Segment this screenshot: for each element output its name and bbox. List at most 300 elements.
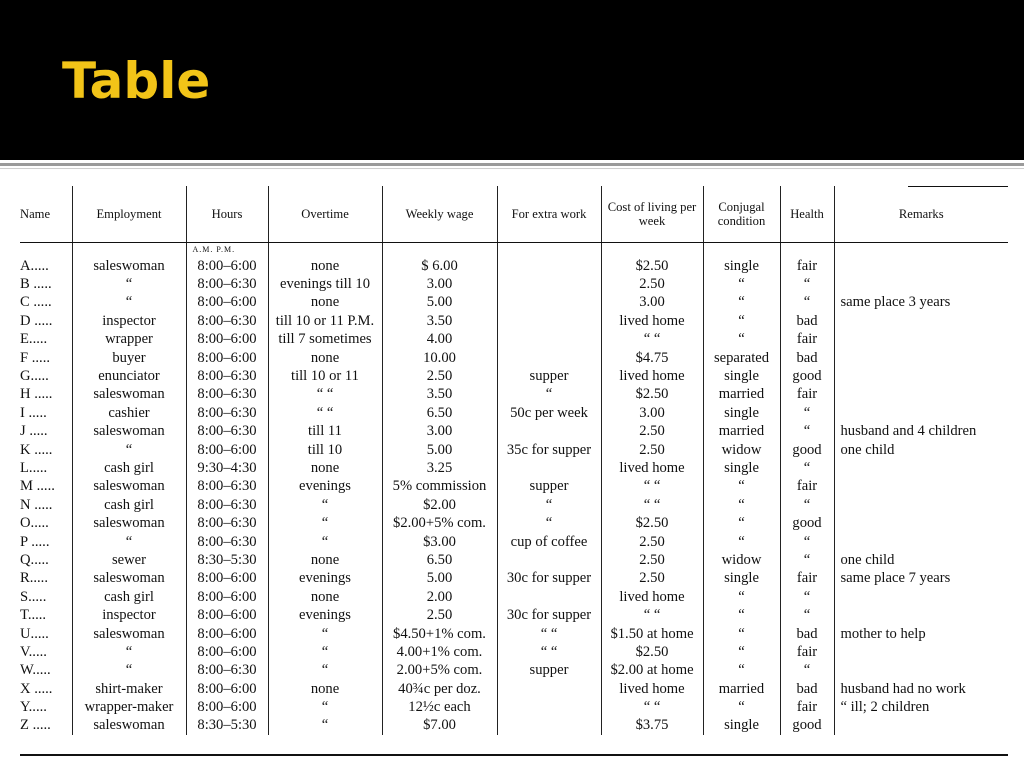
header-hours: Hours — [186, 186, 268, 243]
cell-weekly-wage: $4.50+1% com. — [382, 625, 497, 643]
cell-health: bad — [780, 349, 834, 367]
cell-hours: 8:00–6:30 — [186, 662, 268, 680]
cell-cost-of-living: lived home — [601, 459, 703, 477]
cell-weekly-wage: 12½c each — [382, 698, 497, 716]
cell-remarks — [834, 606, 1008, 624]
table-row — [20, 275, 1008, 293]
cell-health: bad — [780, 680, 834, 698]
table-row — [20, 680, 1008, 698]
cell-extra-work — [497, 588, 601, 606]
cell-extra-work: 50c per week — [497, 404, 601, 422]
cell-weekly-wage: 2.00 — [382, 588, 497, 606]
cell-remarks: one child — [840, 441, 895, 458]
cell-cost-of-living: 2.50 — [601, 533, 703, 551]
cell-overtime: none — [268, 294, 382, 312]
cell-employment: “ — [72, 441, 186, 459]
cell-employment: shirt-maker — [72, 680, 186, 698]
cell-cost-of-living: “ “ — [601, 698, 703, 716]
cell-extra-work — [497, 551, 601, 569]
table-row — [20, 533, 1008, 551]
cell-name: L..... — [20, 459, 72, 477]
table-row — [20, 717, 1008, 735]
cell-name: A..... — [20, 257, 72, 275]
header-overtime: Overtime — [268, 186, 382, 243]
cell-weekly-wage: 4.00+1% com. — [382, 643, 497, 661]
cell-overtime: till 10 — [268, 441, 382, 459]
cell-conjugal: “ — [703, 606, 780, 624]
cell-extra-work: “ — [497, 496, 601, 514]
cell-weekly-wage: 2.00+5% com. — [382, 662, 497, 680]
cell-health: “ — [780, 496, 834, 514]
cell-remarks — [834, 257, 1008, 275]
cell-weekly-wage: 5% commission — [382, 478, 497, 496]
cell-employment: sewer — [72, 551, 186, 569]
cell-conjugal: “ — [703, 533, 780, 551]
cell-conjugal: “ — [703, 294, 780, 312]
cell-weekly-wage: 10.00 — [382, 349, 497, 367]
cell-employment: cash girl — [72, 459, 186, 477]
cell-employment: saleswoman — [72, 478, 186, 496]
cell-remarks: same place 7 years — [840, 570, 951, 587]
cell-cost-of-living: $1.50 at home — [601, 625, 703, 643]
table-row — [20, 294, 1008, 312]
cell-remarks — [834, 478, 1008, 496]
cell-name: G..... — [20, 367, 72, 385]
cell-cost-of-living: 3.00 — [601, 294, 703, 312]
table-row — [20, 551, 1008, 569]
divider — [0, 168, 1024, 169]
cell-employment: “ — [72, 533, 186, 551]
cell-hours: 8:00–6:30 — [186, 404, 268, 422]
cell-employment: enunciator — [72, 367, 186, 385]
cell-employment: wrapper — [72, 331, 186, 349]
cell-conjugal: single — [703, 459, 780, 477]
cell-name: M ..... — [20, 478, 72, 496]
cell-employment: saleswoman — [72, 514, 186, 532]
table-row — [20, 331, 1008, 349]
cell-extra-work — [497, 698, 601, 716]
cell-health: fair — [780, 331, 834, 349]
table-row — [20, 349, 1008, 367]
cell-remarks — [834, 404, 1008, 422]
cell-extra-work: “ “ — [497, 643, 601, 661]
cell-conjugal: “ — [703, 625, 780, 643]
cell-extra-work: 35c for supper — [497, 441, 601, 459]
cell-conjugal: “ — [703, 514, 780, 532]
cell-cost-of-living: 2.50 — [601, 275, 703, 293]
cell-employment: “ — [72, 662, 186, 680]
divider — [0, 163, 1024, 166]
cell-name: X ..... — [20, 680, 72, 698]
cell-weekly-wage: 3.50 — [382, 312, 497, 330]
cell-remarks: husband and 4 children — [840, 423, 977, 440]
cell-weekly-wage: 3.50 — [382, 386, 497, 404]
cell-cost-of-living: 2.50 — [601, 551, 703, 569]
table-row — [20, 662, 1008, 680]
cell-cost-of-living: lived home — [601, 312, 703, 330]
cell-name: Q..... — [20, 551, 72, 569]
table-row — [20, 588, 1008, 606]
header-health: Health — [780, 186, 834, 243]
cell-remarks — [834, 717, 1008, 735]
table-row — [20, 698, 1008, 716]
hours-subheader-row — [20, 243, 1008, 258]
table-row — [20, 514, 1008, 532]
cell-hours: 8:00–6:00 — [186, 625, 268, 643]
cell-health: “ — [780, 606, 834, 624]
table-row — [20, 404, 1008, 422]
header-cost-of-living: Cost of living per week — [601, 186, 703, 243]
cell-health: “ — [780, 588, 834, 606]
header-conjugal: Conjugal condition — [703, 186, 780, 243]
cell-employment: “ — [72, 643, 186, 661]
header-remarks: Remarks — [834, 186, 1008, 243]
cell-extra-work — [497, 294, 601, 312]
cell-health: good — [780, 514, 834, 532]
cell-health: fair — [780, 570, 834, 588]
cell-hours: 8:00–6:30 — [186, 478, 268, 496]
cell-health: “ — [780, 533, 834, 551]
cell-employment: cashier — [72, 404, 186, 422]
cell-overtime: “ — [268, 643, 382, 661]
cell-health: good — [780, 717, 834, 735]
cell-extra-work: cup of coffee — [497, 533, 601, 551]
cell-remarks — [834, 643, 1008, 661]
cell-weekly-wage: 3.00 — [382, 275, 497, 293]
table-row — [20, 257, 1008, 275]
cell-weekly-wage: $2.00+5% com. — [382, 514, 497, 532]
cell-extra-work: “ — [497, 514, 601, 532]
cell-weekly-wage: 6.50 — [382, 404, 497, 422]
cell-health: “ — [780, 404, 834, 422]
cell-weekly-wage: $7.00 — [382, 717, 497, 735]
cell-conjugal: “ — [703, 662, 780, 680]
cell-cost-of-living: $2.50 — [601, 514, 703, 532]
cell-health: “ — [780, 423, 834, 441]
wage-table-container — [20, 186, 1008, 756]
cell-cost-of-living: “ “ — [601, 496, 703, 514]
cell-conjugal: married — [703, 386, 780, 404]
table-row — [20, 496, 1008, 514]
cell-name: C ..... — [20, 294, 72, 312]
cell-conjugal: “ — [703, 275, 780, 293]
cell-hours: 8:00–6:30 — [186, 386, 268, 404]
cell-extra-work — [497, 423, 601, 441]
cell-cost-of-living: $2.50 — [601, 643, 703, 661]
cell-conjugal: “ — [703, 496, 780, 514]
cell-weekly-wage: 5.00 — [382, 294, 497, 312]
cell-extra-work — [497, 331, 601, 349]
cell-weekly-wage: $3.00 — [382, 533, 497, 551]
cell-remarks: “ ill; 2 children — [840, 699, 930, 716]
header-extra-work: For extra work — [497, 186, 601, 243]
cell-remarks — [834, 349, 1008, 367]
cell-health: “ — [780, 459, 834, 477]
cell-remarks — [834, 386, 1008, 404]
cell-health: “ — [780, 294, 834, 312]
cell-overtime: evenings till 10 — [268, 275, 382, 293]
cell-conjugal: “ — [703, 643, 780, 661]
cell-cost-of-living: “ “ — [601, 478, 703, 496]
table-row — [20, 386, 1008, 404]
header-name: Name — [20, 186, 72, 243]
cell-overtime: “ — [268, 698, 382, 716]
table-row — [20, 423, 1008, 441]
cell-name: J ..... — [20, 423, 72, 441]
cell-health: good — [780, 367, 834, 385]
cell-remarks — [834, 459, 1008, 477]
cell-remarks — [834, 367, 1008, 385]
cell-health: fair — [780, 386, 834, 404]
cell-extra-work — [497, 680, 601, 698]
cell-employment: saleswoman — [72, 423, 186, 441]
cell-conjugal: “ — [703, 698, 780, 716]
cell-employment: inspector — [72, 312, 186, 330]
cell-extra-work: “ “ — [497, 625, 601, 643]
cell-extra-work — [497, 275, 601, 293]
header-row — [20, 186, 1008, 243]
wage-table — [20, 186, 1008, 735]
cell-extra-work: 30c for supper — [497, 606, 601, 624]
cell-cost-of-living: $2.50 — [601, 257, 703, 275]
cell-name: H ..... — [20, 386, 72, 404]
cell-hours: 8:00–6:30 — [186, 533, 268, 551]
cell-remarks — [834, 662, 1008, 680]
cell-name: K ..... — [20, 441, 72, 459]
cell-overtime: “ — [268, 625, 382, 643]
remarks-top-rule — [908, 186, 1008, 187]
cell-overtime: “ — [268, 662, 382, 680]
hours-am-pm-label: A.M. P.M. — [186, 243, 268, 258]
cell-hours: 8:00–6:30 — [186, 496, 268, 514]
cell-employment: inspector — [72, 606, 186, 624]
cell-employment: cash girl — [72, 496, 186, 514]
cell-hours: 8:00–6:30 — [186, 275, 268, 293]
cell-remarks: husband had no work — [840, 680, 966, 697]
cell-health: fair — [780, 257, 834, 275]
cell-hours: 8:30–5:30 — [186, 717, 268, 735]
cell-remarks — [834, 312, 1008, 330]
cell-hours: 8:30–5:30 — [186, 551, 268, 569]
cell-conjugal: “ — [703, 312, 780, 330]
cell-employment: saleswoman — [72, 625, 186, 643]
cell-cost-of-living: 2.50 — [601, 441, 703, 459]
cell-overtime: evenings — [268, 478, 382, 496]
cell-hours: 8:00–6:00 — [186, 680, 268, 698]
cell-weekly-wage: 40¾c per doz. — [382, 680, 497, 698]
cell-extra-work: supper — [497, 367, 601, 385]
cell-name: N ..... — [20, 496, 72, 514]
cell-cost-of-living: “ “ — [601, 606, 703, 624]
cell-overtime: evenings — [268, 606, 382, 624]
cell-extra-work: supper — [497, 478, 601, 496]
cell-health: “ — [780, 551, 834, 569]
cell-name: W..... — [20, 662, 72, 680]
header-weekly-wage: Weekly wage — [382, 186, 497, 243]
cell-hours: 8:00–6:30 — [186, 423, 268, 441]
cell-cost-of-living: lived home — [601, 588, 703, 606]
table-row — [20, 459, 1008, 477]
cell-hours: 8:00–6:00 — [186, 588, 268, 606]
table-row — [20, 606, 1008, 624]
cell-cost-of-living: 3.00 — [601, 404, 703, 422]
cell-weekly-wage: 2.50 — [382, 367, 497, 385]
cell-cost-of-living: 2.50 — [601, 423, 703, 441]
cell-hours: 9:30–4:30 — [186, 459, 268, 477]
cell-health: good — [780, 441, 834, 459]
cell-health: fair — [780, 478, 834, 496]
cell-hours: 8:00–6:00 — [186, 257, 268, 275]
cell-overtime: evenings — [268, 570, 382, 588]
cell-name: F ..... — [20, 349, 72, 367]
cell-health: bad — [780, 312, 834, 330]
cell-name: O..... — [20, 514, 72, 532]
cell-hours: 8:00–6:30 — [186, 312, 268, 330]
table-bottom-rule — [20, 754, 1008, 756]
cell-employment: wrapper-maker — [72, 698, 186, 716]
cell-weekly-wage: $ 6.00 — [382, 257, 497, 275]
cell-remarks — [834, 588, 1008, 606]
cell-overtime: none — [268, 551, 382, 569]
cell-employment: “ — [72, 294, 186, 312]
cell-name: P ..... — [20, 533, 72, 551]
cell-name: E..... — [20, 331, 72, 349]
cell-overtime: none — [268, 257, 382, 275]
cell-hours: 8:00–6:00 — [186, 606, 268, 624]
cell-overtime: none — [268, 459, 382, 477]
cell-conjugal: “ — [703, 588, 780, 606]
cell-overtime: “ — [268, 514, 382, 532]
cell-remarks: same place 3 years — [840, 294, 951, 311]
cell-employment: saleswoman — [72, 386, 186, 404]
cell-overtime: till 11 — [268, 423, 382, 441]
cell-cost-of-living: “ “ — [601, 331, 703, 349]
cell-conjugal: “ — [703, 478, 780, 496]
cell-name: V..... — [20, 643, 72, 661]
cell-overtime: none — [268, 680, 382, 698]
cell-cost-of-living: $2.00 at home — [601, 662, 703, 680]
cell-weekly-wage: 2.50 — [382, 606, 497, 624]
cell-overtime: till 10 or 11 — [268, 367, 382, 385]
cell-cost-of-living: lived home — [601, 680, 703, 698]
cell-hours: 8:00–6:30 — [186, 514, 268, 532]
cell-health: fair — [780, 698, 834, 716]
cell-name: D ..... — [20, 312, 72, 330]
cell-overtime: “ — [268, 717, 382, 735]
cell-conjugal: single — [703, 404, 780, 422]
cell-weekly-wage: $2.00 — [382, 496, 497, 514]
cell-remarks — [834, 496, 1008, 514]
cell-extra-work — [497, 257, 601, 275]
cell-hours: 8:00–6:00 — [186, 294, 268, 312]
cell-extra-work — [497, 312, 601, 330]
cell-hours: 8:00–6:00 — [186, 331, 268, 349]
cell-extra-work — [497, 717, 601, 735]
cell-hours: 8:00–6:00 — [186, 570, 268, 588]
cell-remarks — [834, 331, 1008, 349]
table-row — [20, 478, 1008, 496]
cell-overtime: till 7 sometimes — [268, 331, 382, 349]
cell-remarks — [834, 533, 1008, 551]
cell-cost-of-living: $2.50 — [601, 386, 703, 404]
cell-name: S..... — [20, 588, 72, 606]
cell-conjugal: married — [703, 680, 780, 698]
cell-extra-work: supper — [497, 662, 601, 680]
cell-conjugal: widow — [703, 551, 780, 569]
cell-extra-work: 30c for supper — [497, 570, 601, 588]
cell-name: T..... — [20, 606, 72, 624]
cell-hours: 8:00–6:30 — [186, 367, 268, 385]
cell-employment: buyer — [72, 349, 186, 367]
cell-weekly-wage: 3.00 — [382, 423, 497, 441]
cell-employment: saleswoman — [72, 570, 186, 588]
table-body — [20, 243, 1008, 736]
cell-cost-of-living: lived home — [601, 367, 703, 385]
cell-conjugal: widow — [703, 441, 780, 459]
cell-employment: saleswoman — [72, 257, 186, 275]
cell-health: “ — [780, 275, 834, 293]
cell-conjugal: “ — [703, 331, 780, 349]
table-row — [20, 367, 1008, 385]
table-row — [20, 625, 1008, 643]
cell-hours: 8:00–6:00 — [186, 349, 268, 367]
cell-cost-of-living: $3.75 — [601, 717, 703, 735]
cell-name: B ..... — [20, 275, 72, 293]
cell-remarks — [834, 514, 1008, 532]
table-row — [20, 643, 1008, 661]
cell-cost-of-living: 2.50 — [601, 570, 703, 588]
cell-name: I ..... — [20, 404, 72, 422]
cell-remarks — [834, 275, 1008, 293]
cell-employment: cash girl — [72, 588, 186, 606]
cell-employment: saleswoman — [72, 717, 186, 735]
cell-weekly-wage: 4.00 — [382, 331, 497, 349]
cell-name: Z ..... — [20, 717, 72, 735]
cell-cost-of-living: $4.75 — [601, 349, 703, 367]
cell-conjugal: single — [703, 570, 780, 588]
cell-health: bad — [780, 625, 834, 643]
cell-overtime: none — [268, 588, 382, 606]
cell-conjugal: single — [703, 367, 780, 385]
cell-conjugal: separated — [703, 349, 780, 367]
cell-weekly-wage: 3.25 — [382, 459, 497, 477]
cell-extra-work — [497, 349, 601, 367]
table-row — [20, 570, 1008, 588]
cell-health: “ — [780, 662, 834, 680]
cell-overtime: “ — [268, 533, 382, 551]
cell-weekly-wage: 5.00 — [382, 441, 497, 459]
cell-name: Y..... — [20, 698, 72, 716]
cell-conjugal: single — [703, 717, 780, 735]
cell-overtime: till 10 or 11 P.M. — [268, 312, 382, 330]
cell-extra-work: “ — [497, 386, 601, 404]
cell-name: U..... — [20, 625, 72, 643]
cell-hours: 8:00–6:00 — [186, 698, 268, 716]
cell-overtime: “ — [268, 496, 382, 514]
cell-overtime: “ “ — [268, 386, 382, 404]
table-row — [20, 312, 1008, 330]
table-row — [20, 441, 1008, 459]
cell-extra-work — [497, 459, 601, 477]
cell-remarks: one child — [840, 551, 895, 568]
cell-overtime: “ “ — [268, 404, 382, 422]
cell-name: R..... — [20, 570, 72, 588]
cell-overtime: none — [268, 349, 382, 367]
cell-health: fair — [780, 643, 834, 661]
slide-title: Table — [62, 52, 211, 110]
header-employment: Employment — [72, 186, 186, 243]
cell-hours: 8:00–6:00 — [186, 643, 268, 661]
